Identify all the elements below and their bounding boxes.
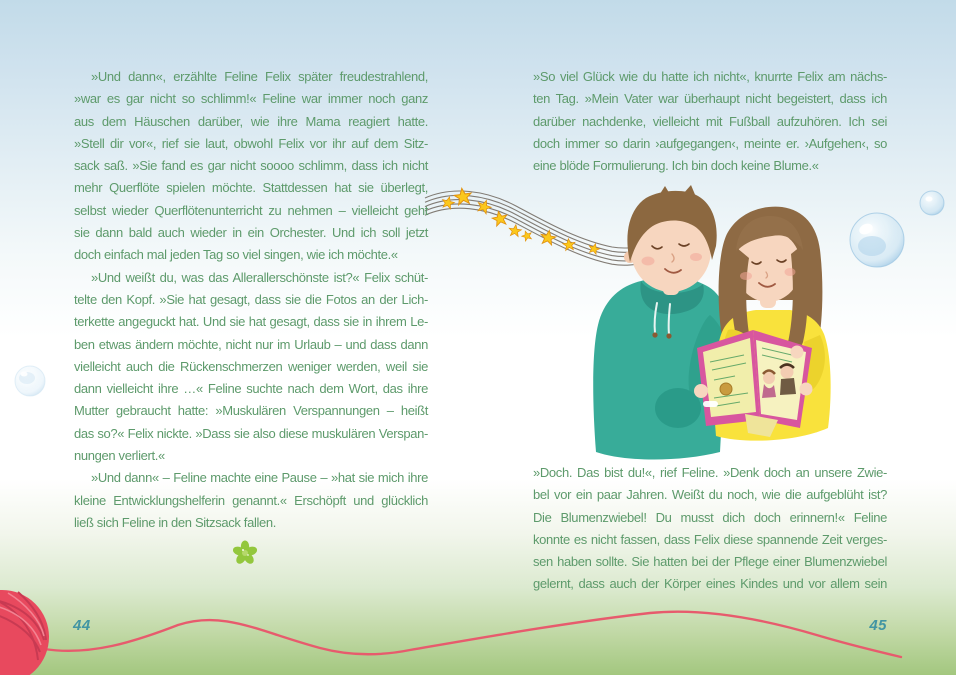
text-line: »Und dann«, erzählte Feline Felix später freudestrahlend, (91, 69, 428, 84)
text-line: terkette angeguckt hat. Und sie hat gesagt, dass sie in ihrem Le- (74, 314, 428, 330)
text-line: sen haben sollte. Sie hatten bei der Pflege einer Blumenzwiebel (533, 554, 887, 570)
text-line: bel vor ein paar Jahren. Weißt du noch, wie die aufgeblüht ist? (533, 487, 887, 503)
right-page-text-top (533, 66, 887, 177)
text-line: kleine Entwicklungshelferin genannt.« Erschöpft und glücklich (74, 492, 428, 508)
soap-bubble-left-icon (15, 366, 45, 396)
text-line: »Stell dir vor«, rief sie laut, obwohl Felix vor ihr auf dem Sitz- (74, 135, 428, 151)
text-line: sie dann bald auch wieder in ein Orchester. Und ich soll jetzt (74, 225, 428, 241)
text-line: selbst wieder Querflötenunterricht zu nehmen – vielleicht geht (74, 202, 428, 218)
children-reading-illustration (593, 185, 830, 460)
text-line: nungen verliert.« (74, 448, 165, 464)
text-line: dann vielleicht ihre …« Feline suchte nach dem Wort, das ihre (74, 381, 428, 397)
text-line: »Doch. Das bist du!«, rief Feline. »Denk doch an unsere Zwie- (533, 465, 887, 480)
text-line: mehr Querflöte spielen möchte. Stattdessen hat sie überlegt, (74, 180, 428, 196)
music-staff-stars-icon (425, 187, 646, 265)
soap-bubble-large-icon (850, 213, 904, 267)
soap-bubble-small-icon (920, 191, 944, 215)
text-line: Die Blumenzwiebel! Du musst dich doch erinnern!« Feline (533, 509, 887, 525)
text-line: sack saß. »Sie fand es gar nicht soooo schlimm, dass ich nicht (74, 158, 428, 174)
red-thread-line (44, 612, 901, 657)
text-line: das so?« Felix nickte. »Dass sie also diese muskulären Verspan- (74, 425, 428, 441)
text-line: »Und dann« – Feline machte eine Pause – »hat sie mich ihre (91, 470, 428, 486)
text-line: vielleicht auch die Rückenschmerzen weniger werden, weil sie (74, 358, 428, 374)
text-line: »Und weißt du, was das Allerallerschönste ist?« Felix schüt- (91, 269, 428, 285)
text-line: darüber nachdenke, vielleicht mit Fußball aufzuhören. Ich sei (533, 113, 887, 129)
text-line: »war es gar nicht so schlimm!« Feline war immer noch ganz (74, 91, 428, 107)
flower-ornament-icon (232, 541, 258, 566)
text-line: konnte es nicht fassen, dass Felix diese spannende Zeit verges- (533, 531, 887, 547)
text-line: telte den Kopf. »Sie hat gesagt, dass sie die Fotos an der Lich- (74, 291, 428, 307)
text-line: ließ sich Feline in den Sitzsack fallen. (74, 514, 277, 530)
page-number-right: 45 (869, 617, 887, 634)
text-line: ten Tag. »Mein Vater war überhaupt nicht begeistert, dass ich (533, 91, 887, 107)
text-line: doch immer so darin ›aufgegangen‹, meinte er. ›Aufgehen‹, so (533, 135, 887, 151)
text-line: Mutter gebraucht hatte: »Muskulären Verspannungen – heißt (74, 403, 428, 419)
page-number-left: 44 (73, 617, 91, 634)
text-line: ben etwas ändern möchte, nicht nur im Urlaub – und dass dann (74, 336, 428, 352)
yarn-ball-icon (0, 590, 49, 675)
text-line: gelernt, dass auch der Körper eines Kindes und vor allem sein (533, 576, 887, 592)
open-book-illustration (694, 330, 813, 437)
right-page-text-bottom (533, 462, 887, 596)
text-line: eine blöde Formulierung. Ich bin doch keine Blume.« (533, 158, 819, 174)
text-line: doch einfach mal jeden Tag so viel singen, wie ich möchte.« (74, 247, 398, 263)
text-line: »So viel Glück wie du hatte ich nicht«, knurrte Felix am nächs- (533, 69, 887, 84)
left-page-text (74, 66, 428, 534)
text-line: aus dem Häuschen darüber, wie ihre Mama reagiert hatte. (74, 113, 428, 129)
